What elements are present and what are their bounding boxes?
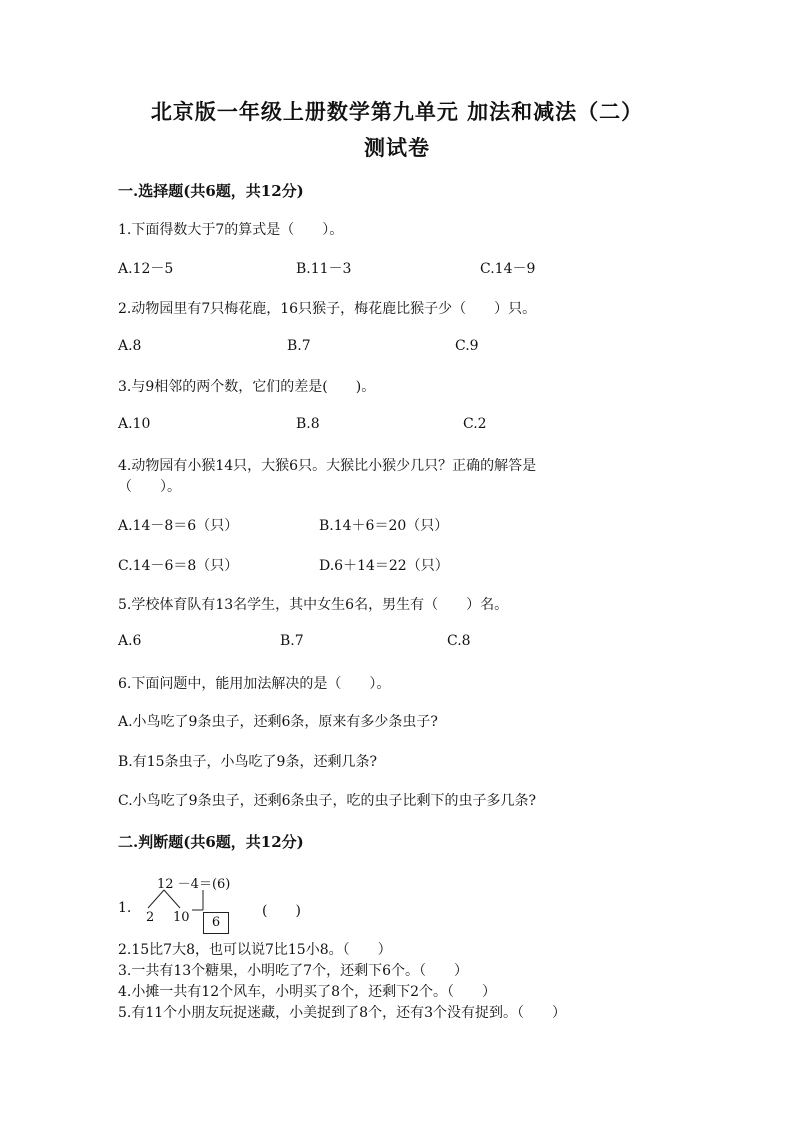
j1-equation: 12 －4＝(6) <box>157 877 231 892</box>
section-heading-judge: 二.判断题(共6题，共12分) <box>118 833 304 851</box>
q4-option-d: D.6＋14＝22（只） <box>319 558 449 574</box>
q2-option-a: A.8 <box>118 338 142 354</box>
section-heading-choice: 一.选择题(共6题，共12分) <box>118 182 304 200</box>
page-subtitle: 测试卷 <box>364 135 430 160</box>
judge-4: 4.小摊一共有12个风车，小明买了8个，还剩下2个。（ ） <box>118 984 496 1000</box>
q3-option-c: C.2 <box>463 416 487 432</box>
question-5: 5.学校体育队有13名学生，其中女生6名，男生有（ ）名。 <box>118 597 509 613</box>
q3-option-b: B.8 <box>296 416 320 432</box>
q5-option-a: A.6 <box>118 633 142 649</box>
judge-2: 2.15比7大8，也可以说7比15小8。（ ） <box>118 942 392 958</box>
question-4-line2: （ ）。 <box>118 479 181 495</box>
judge-5: 5.有11个小朋友玩捉迷藏，小美捉到了8个，还有3个没有捉到。（ ） <box>118 1005 566 1021</box>
q5-option-c: C.8 <box>447 633 471 649</box>
q2-option-b: B.7 <box>287 338 311 354</box>
q4-option-b: B.14＋6＝20（只） <box>319 518 449 534</box>
q6-option-a: A.小鸟吃了9条虫子，还剩6条，原来有多少条虫子? <box>118 714 438 730</box>
q4-option-c: C.14－6＝8（只） <box>118 558 239 574</box>
j1-paren: ( ) <box>262 903 301 919</box>
question-2: 2.动物园里有7只梅花鹿，16只猴子，梅花鹿比猴子少（ ）只。 <box>118 301 537 317</box>
q1-option-b: B.11－3 <box>296 261 352 277</box>
q1-option-c: C.14－9 <box>480 261 536 277</box>
q2-option-c: C.9 <box>455 338 479 354</box>
q1-option-a: A.12－5 <box>118 261 174 277</box>
q6-option-b: B.有15条虫子，小鸟吃了9条，还剩几条? <box>118 754 377 770</box>
question-3: 3.与9相邻的两个数，它们的差是( )。 <box>118 379 376 395</box>
page-title: 北京版一年级上册数学第九单元 加法和减法（二） <box>150 99 644 124</box>
j1-number: 1. <box>118 900 132 916</box>
right-branch-line <box>164 890 180 908</box>
question-4: 4.动物园有小猴14只，大猴6只。大猴比小猴少几只？正确的解答是 <box>118 458 537 474</box>
question-6: 6.下面问题中，能用加法解决的是（ ）。 <box>118 676 391 692</box>
question-1: 1.下面得数大于7的算式是（ ）。 <box>118 222 344 238</box>
judge-3: 3.一共有13个糖果，小明吃了7个，还剩下6个。（ ） <box>118 963 468 979</box>
left-branch-line <box>148 890 164 908</box>
q3-option-a: A.10 <box>118 416 151 432</box>
q6-option-c: C.小鸟吃了9条虫子，还剩6条虫子，吃的虫子比剩下的虫子多几条? <box>118 793 536 809</box>
j1-answer-box: 6 <box>203 912 229 934</box>
j1-left-value: 2 <box>146 910 155 925</box>
q5-option-b: B.7 <box>280 633 304 649</box>
j1-right-value: 10 <box>173 910 190 925</box>
q4-option-a: A.14－8＝6（只） <box>118 518 239 534</box>
